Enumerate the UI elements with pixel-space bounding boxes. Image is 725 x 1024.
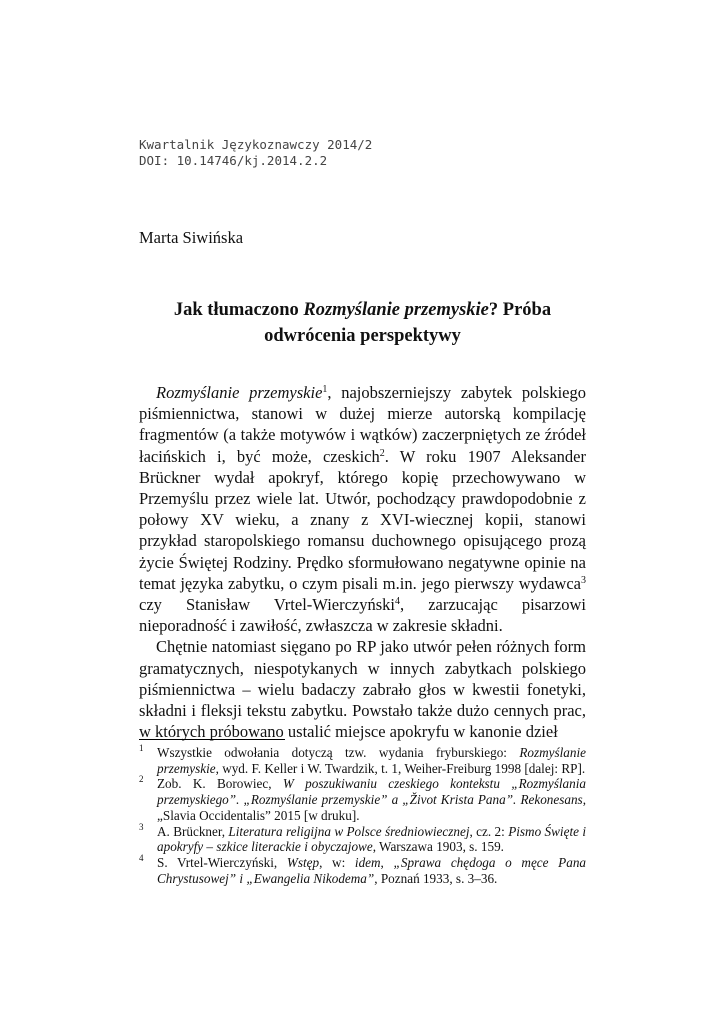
footnote-2: 2 Zob. K. Borowiec, W poszukiwaniu czeskiego kontekstu „Rozmyślania przemyskiego”. „Rozmyślanie przemyskie” a „Život Krista Pana”. Rekonesans, „Slavia Occidentalis” 2015 [w druku]. [139, 774, 586, 823]
doi: DOI: 10.14746/kj.2014.2.2 [139, 153, 328, 168]
footnote-4: 4 S. Vrtel-Wierczyński, Wstęp, w: idem, „Sprawa chędoga o męce Pana Chrystusowej” i „Ewangelia Nikodema”, Poznań 1933, s. 3–36. [139, 852, 587, 886]
article-title: Jak tłumaczono Rozmyślanie przemyskie? Próba odwrócenia perspektywy [173, 300, 552, 346]
journal-header [139, 137, 372, 169]
author-name: Marta Siwińska [139, 228, 244, 247]
footnote-separator [139, 739, 285, 740]
footnote-3: 3 A. Brückner, Literatura religijna w Polsce średniowiecznej, cz. 2: Pismo Święte i apokryfy – szkice literackie i obyczajowe, Warszawa 1903, s. 159. [139, 821, 586, 855]
journal-issue: Kwartalnik Językoznawczy 2014/2 [139, 137, 373, 152]
footnote-ref-4[interactable]: 4 [395, 596, 401, 608]
article-body [139, 382, 586, 742]
footnote-ref-2[interactable]: 2 [379, 447, 385, 459]
footnote-ref-1[interactable]: 1 [322, 384, 328, 395]
footnotes [139, 745, 586, 886]
paragraph-2: Chętnie natomiast sięgano po RP jako utwór pełen różnych form gramatycznych, niespotykanych w innych zabytkach polskiego piśmiennictwa – wielu badaczy zabrało głos w kwestii fonetyki, składni i fleksji tekstu zabytku. Powstało także dużo cennych prac, w których próbowano ustalić miejsce apokryfu w kanonie dzieł [139, 637, 586, 742]
paragraph-1: Rozmyślanie przemyskie$^1$, najobszerniejszy zabytek polskiego piśmiennictwa, stanowi w dużej mierze autorską kompilację fragmentów (a także motywów i wątków) zaczerpniętych ze źródeł łacińskich i, być może, czeskich$^2$. W roku 1907 Aleksander Brückner wydał apokryf, którego kopię przechowywano w Przemyślu przez wiele lat. Utwór, pochodzący prawdopodobnie z połowy XV wieku, a znany z XVI-wiecznej kopii, stanowi przykład staropolskiego romansu duchownego opisującego prozą życie Świętej Rodziny. Prędko sformułowano negatywne opinie na temat języka zabytku, o czym pisali m.in. jego pierwszy wydawca$^3$ czy Stanisław Vrtel-Wierczyński$^4$, zarzucając pisarzowi nieporadność i zawiłość, zwłaszcza w zakresie składni. [139, 383, 586, 636]
footnote-ref-3[interactable]: 3 [581, 574, 586, 586]
footnote-1: 1 Wszystkie odwołania dotyczą tzw. wydania fryburskiego: Rozmyślanie przemyskie, wyd. F. Keller i W. Twardzik, t. 1, Weiher-Freiburg 1998 [dalej: RP]. [139, 743, 586, 776]
